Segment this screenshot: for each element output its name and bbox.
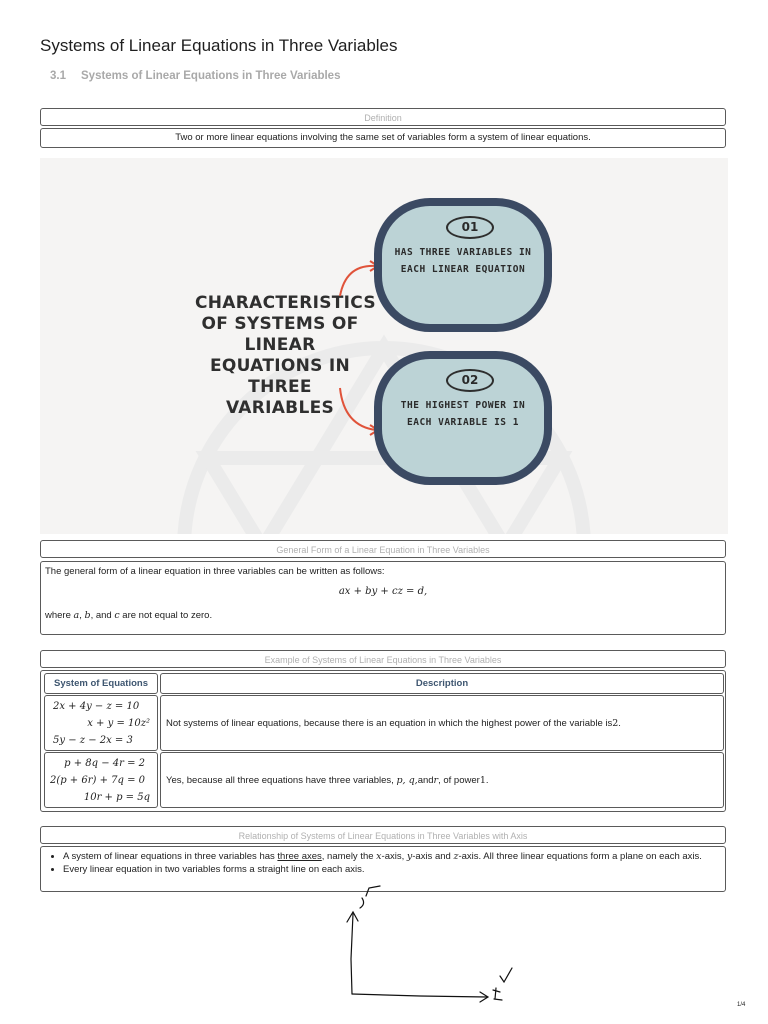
page-title: Systems of Linear Equations in Three Variables (40, 36, 398, 55)
note-sep-1: , (79, 610, 85, 621)
equation-line: 10r + p = 5q (83, 792, 150, 803)
description-power: , of power (438, 774, 480, 786)
page-number: 1/4 (737, 1002, 746, 1008)
watermark-logo (40, 158, 728, 534)
column-header-system: System of Equations (44, 673, 158, 694)
equation-line: x + y = 10z² (87, 718, 150, 729)
definition-body (40, 128, 726, 148)
handwritten-axes-sketch (0, 884, 768, 1024)
characteristic-number-2: 02 (446, 369, 494, 392)
note-var-b: b (84, 610, 91, 621)
equation-line: 5y − z − 2x = 3 (53, 735, 133, 746)
infographic-title: CHARACTERISTICS OF SYSTEMS OF LINEAR EQUATIONS IN THREE VARIABLES (195, 293, 376, 418)
table-row-2-description (160, 752, 724, 808)
description-value: 2 (612, 717, 619, 729)
note-var-c: c (114, 610, 120, 621)
definition-text: Two or more linear equations involving the same set of variables form a system of linear equations. (175, 132, 591, 143)
section-number: 3.1 (50, 70, 66, 82)
bullet-text: A system of linear equations in three variables has (63, 851, 278, 862)
description-text: Not systems of linear equations, because there is an equation in which the highest power of the variable is (166, 717, 613, 729)
description-vars: p, q, (396, 774, 418, 786)
var-z: z (453, 851, 459, 862)
note-prefix: where (45, 610, 74, 621)
equation-line: p + 8q − 4r = 2 (64, 758, 145, 769)
relationship-list (41, 850, 725, 876)
characteristics-infographic (40, 158, 728, 534)
var-y: y (406, 851, 413, 862)
bullet-text: -axis, (381, 851, 407, 862)
description-value: 1 (479, 774, 486, 786)
description-var-r: r (433, 774, 439, 786)
example-header: Example of Systems of Linear Equations in Three Variables (40, 650, 726, 668)
bullet-text: -axis. All three linear equations form a plane on each axis. (458, 851, 702, 862)
general-form-equation: ax + by + cz = d, (338, 586, 428, 597)
characteristic-card-1 (374, 198, 552, 332)
relationship-header: Relationship of Systems of Linear Equations in Three Variables with Axis (40, 826, 726, 844)
bullet-text: -axis and (412, 851, 454, 862)
underlined-text: three axes (277, 851, 322, 862)
characteristic-text-1: HAS THREE VARIABLES IN EACH LINEAR EQUATION (394, 247, 532, 275)
description-and: and (417, 774, 434, 786)
section-title: Systems of Linear Equations in Three Variables (81, 70, 341, 82)
equation-line: 2x + 4y − z = 10 (53, 701, 140, 712)
note-sep-2: , and (90, 610, 115, 621)
description-text: Yes, because all three equations have three variables, (166, 774, 394, 786)
table-row-1-description (160, 695, 724, 751)
section-heading (50, 70, 340, 82)
table-row-2-equations (44, 752, 158, 808)
characteristic-card-2 (374, 351, 552, 485)
column-header-description: Description (160, 673, 724, 694)
description-end: . (485, 774, 489, 786)
general-form-header: General Form of a Linear Equation in Three Variables (40, 540, 726, 558)
table-row-1-equations (44, 695, 158, 751)
relationship-bullet-2: • Every linear equation in two variables forms a straight line on each axis. (63, 863, 725, 876)
characteristic-text-2: THE HIGHEST POWER IN EACH VARIABLE IS 1 (400, 400, 526, 428)
equation-line: 2(p + 6r) + 7q = 0 (49, 775, 145, 786)
relationship-bullet-1 (63, 850, 725, 863)
note-suffix: are not equal to zero. (119, 610, 213, 621)
note-var-a: a (73, 610, 80, 621)
general-form-note (45, 610, 212, 621)
characteristic-number-1: 01 (446, 216, 494, 239)
definition-header: Definition (40, 108, 726, 126)
general-form-intro: The general form of a linear equation in three variables can be written as follows: (45, 566, 385, 577)
general-form-body (40, 561, 726, 635)
bullet-text: , namely the (321, 851, 377, 862)
var-x: x (376, 851, 382, 862)
description-end: . (618, 717, 621, 729)
